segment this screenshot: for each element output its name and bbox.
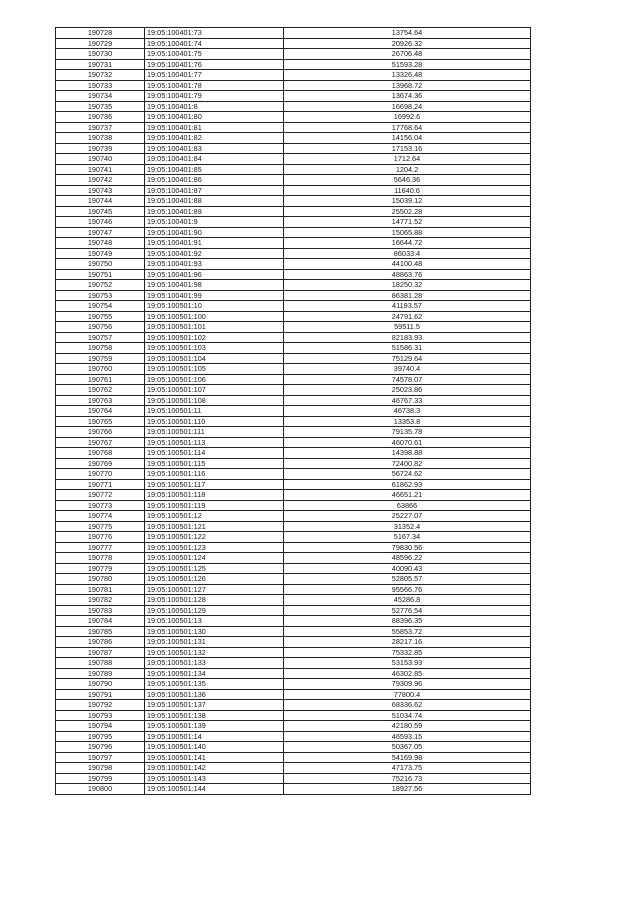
cadastral-number-cell: 19:05:100501:144: [145, 784, 284, 795]
amount-cell: 13754.64: [284, 28, 531, 39]
cadastral-number-cell: 19:05:100501:12: [145, 511, 284, 522]
amount-cell: 17153.16: [284, 143, 531, 154]
amount-cell: 11640.6: [284, 185, 531, 196]
row-id-cell: 190766: [56, 427, 145, 438]
table-row: [56, 196, 531, 207]
cadastral-number-cell: 19:05:100501:113: [145, 437, 284, 448]
cadastral-number-cell: 19:05:100501:123: [145, 542, 284, 553]
cadastral-number-cell: 19:05:100401:98: [145, 280, 284, 291]
table-row: [56, 364, 531, 375]
row-id-cell: 190775: [56, 521, 145, 532]
amount-cell: 31352.4: [284, 521, 531, 532]
amount-cell: 41193.57: [284, 301, 531, 312]
amount-cell: 88396.35: [284, 616, 531, 627]
cadastral-number-cell: 19:05:100501:140: [145, 742, 284, 753]
amount-cell: 5167.34: [284, 532, 531, 543]
row-id-cell: 190733: [56, 80, 145, 91]
row-id-cell: 190793: [56, 710, 145, 721]
table-row: [56, 710, 531, 721]
amount-cell: 68336.62: [284, 700, 531, 711]
amount-cell: 47173.75: [284, 763, 531, 774]
amount-cell: 75332.85: [284, 647, 531, 658]
row-id-cell: 190738: [56, 133, 145, 144]
amount-cell: 42180.59: [284, 721, 531, 732]
row-id-cell: 190763: [56, 395, 145, 406]
table-row: [56, 217, 531, 228]
cadastral-number-cell: 19:05:100501:134: [145, 668, 284, 679]
table-row: [56, 164, 531, 175]
row-id-cell: 190788: [56, 658, 145, 669]
cadastral-number-cell: 19:05:100501:105: [145, 364, 284, 375]
amount-cell: 72400.82: [284, 458, 531, 469]
cadastral-number-cell: 19:05:100501:121: [145, 521, 284, 532]
cadastral-number-cell: 19:05:100401:93: [145, 259, 284, 270]
cadastral-number-cell: 19:05:100501:101: [145, 322, 284, 333]
amount-cell: 61862.93: [284, 479, 531, 490]
cadastral-number-cell: 19:05:100501:108: [145, 395, 284, 406]
row-id-cell: 190760: [56, 364, 145, 375]
row-id-cell: 190776: [56, 532, 145, 543]
row-id-cell: 190782: [56, 595, 145, 606]
amount-cell: 79830.56: [284, 542, 531, 553]
amount-cell: 55853.72: [284, 626, 531, 637]
amount-cell: 16698.24: [284, 101, 531, 112]
cadastral-number-cell: 19:05:100501:119: [145, 500, 284, 511]
amount-cell: 59511.5: [284, 322, 531, 333]
row-id-cell: 190792: [56, 700, 145, 711]
table-row: [56, 248, 531, 259]
row-id-cell: 190798: [56, 763, 145, 774]
row-id-cell: 190779: [56, 563, 145, 574]
table-row: [56, 385, 531, 396]
row-id-cell: 190781: [56, 584, 145, 595]
table-row: [56, 311, 531, 322]
row-id-cell: 190768: [56, 448, 145, 459]
row-id-cell: 190786: [56, 637, 145, 648]
amount-cell: 75129.64: [284, 353, 531, 364]
row-id-cell: 190769: [56, 458, 145, 469]
table-row: [56, 353, 531, 364]
amount-cell: 45286.8: [284, 595, 531, 606]
amount-cell: 14398.88: [284, 448, 531, 459]
table-row: [56, 322, 531, 333]
cadastral-number-cell: 19:05:100401:99: [145, 290, 284, 301]
amount-cell: 52776.54: [284, 605, 531, 616]
table-row: [56, 637, 531, 648]
row-id-cell: 190741: [56, 164, 145, 175]
row-id-cell: 190785: [56, 626, 145, 637]
cadastral-number-cell: 19:05:100501:11: [145, 406, 284, 417]
table-row: [56, 332, 531, 343]
row-id-cell: 190750: [56, 259, 145, 270]
amount-cell: 5646.36: [284, 175, 531, 186]
table-row: [56, 700, 531, 711]
amount-cell: 14156.04: [284, 133, 531, 144]
amount-cell: 86381.28: [284, 290, 531, 301]
row-id-cell: 190772: [56, 490, 145, 501]
row-id-cell: 190789: [56, 668, 145, 679]
cadastral-number-cell: 19:05:100401:75: [145, 49, 284, 60]
cadastral-number-cell: 19:05:100401:96: [145, 269, 284, 280]
amount-cell: 1204.2: [284, 164, 531, 175]
row-id-cell: 190795: [56, 731, 145, 742]
row-id-cell: 190731: [56, 59, 145, 70]
table-row: [56, 521, 531, 532]
amount-cell: 46767.33: [284, 395, 531, 406]
table-row: [56, 532, 531, 543]
row-id-cell: 190728: [56, 28, 145, 39]
cadastral-number-cell: 19:05:100401:79: [145, 91, 284, 102]
amount-cell: 50367.05: [284, 742, 531, 753]
amount-cell: 44100.48: [284, 259, 531, 270]
row-id-cell: 190739: [56, 143, 145, 154]
table-row: [56, 154, 531, 165]
amount-cell: 46593.15: [284, 731, 531, 742]
table-row: [56, 112, 531, 123]
amount-cell: 79135.78: [284, 427, 531, 438]
table-row: [56, 290, 531, 301]
table-row: [56, 101, 531, 112]
row-id-cell: 190742: [56, 175, 145, 186]
row-id-cell: 190790: [56, 679, 145, 690]
amount-cell: 16992.6: [284, 112, 531, 123]
row-id-cell: 190744: [56, 196, 145, 207]
row-id-cell: 190787: [56, 647, 145, 658]
cadastral-number-cell: 19:05:100401:76: [145, 59, 284, 70]
table-row: [56, 668, 531, 679]
amount-cell: 16644.72: [284, 238, 531, 249]
cadastral-number-cell: 19:05:100501:13: [145, 616, 284, 627]
cadastral-number-cell: 19:05:100501:118: [145, 490, 284, 501]
row-id-cell: 190780: [56, 574, 145, 585]
table-row: [56, 763, 531, 774]
amount-cell: 20926.32: [284, 38, 531, 49]
cadastral-number-cell: 19:05:100401:9: [145, 217, 284, 228]
row-id-cell: 190755: [56, 311, 145, 322]
row-id-cell: 190770: [56, 469, 145, 480]
cadastral-number-cell: 19:05:100501:103: [145, 343, 284, 354]
table-row: [56, 343, 531, 354]
row-id-cell: 190735: [56, 101, 145, 112]
table-row: [56, 227, 531, 238]
amount-cell: 17768.64: [284, 122, 531, 133]
cadastral-number-cell: 19:05:100401:82: [145, 133, 284, 144]
table-row: [56, 563, 531, 574]
table-row: [56, 91, 531, 102]
row-id-cell: 190729: [56, 38, 145, 49]
table-row: [56, 658, 531, 669]
cadastral-number-cell: 19:05:100501:122: [145, 532, 284, 543]
row-id-cell: 190784: [56, 616, 145, 627]
amount-cell: 13674.36: [284, 91, 531, 102]
cadastral-number-cell: 19:05:100401:8: [145, 101, 284, 112]
cadastral-number-cell: 19:05:100401:73: [145, 28, 284, 39]
table-row: [56, 133, 531, 144]
row-id-cell: 190783: [56, 605, 145, 616]
row-id-cell: 190754: [56, 301, 145, 312]
cadastral-number-cell: 19:05:100501:132: [145, 647, 284, 658]
amount-cell: 39740.4: [284, 364, 531, 375]
amount-cell: 51034.74: [284, 710, 531, 721]
cadastral-number-cell: 19:05:100401:83: [145, 143, 284, 154]
table-row: [56, 49, 531, 60]
cadastral-number-cell: 19:05:100501:141: [145, 752, 284, 763]
table-row: [56, 511, 531, 522]
row-id-cell: 190730: [56, 49, 145, 60]
row-id-cell: 190800: [56, 784, 145, 795]
amount-cell: 25502.28: [284, 206, 531, 217]
row-id-cell: 190748: [56, 238, 145, 249]
table-row: [56, 689, 531, 700]
amount-cell: 15039.12: [284, 196, 531, 207]
cadastral-number-cell: 19:05:100501:114: [145, 448, 284, 459]
table-row: [56, 406, 531, 417]
table-row: [56, 584, 531, 595]
cadastral-number-cell: 19:05:100401:91: [145, 238, 284, 249]
table-row: [56, 553, 531, 564]
table-row: [56, 175, 531, 186]
cadastral-number-cell: 19:05:100501:137: [145, 700, 284, 711]
row-id-cell: 190797: [56, 752, 145, 763]
row-id-cell: 190751: [56, 269, 145, 280]
table-row: [56, 280, 531, 291]
table-row: [56, 80, 531, 91]
amount-cell: 48863.76: [284, 269, 531, 280]
cadastral-number-cell: 19:05:100401:86: [145, 175, 284, 186]
cadastral-number-cell: 19:05:100401:81: [145, 122, 284, 133]
amount-cell: 95566.76: [284, 584, 531, 595]
amount-cell: 46302.85: [284, 668, 531, 679]
cadastral-number-cell: 19:05:100501:130: [145, 626, 284, 637]
table-row: [56, 542, 531, 553]
row-id-cell: 190773: [56, 500, 145, 511]
table-row: [56, 742, 531, 753]
row-id-cell: 190743: [56, 185, 145, 196]
cadastral-number-cell: 19:05:100501:115: [145, 458, 284, 469]
table-row: [56, 479, 531, 490]
cadastral-number-cell: 19:05:100501:135: [145, 679, 284, 690]
cadastral-number-cell: 19:05:100501:14: [145, 731, 284, 742]
cadastral-number-cell: 19:05:100501:125: [145, 563, 284, 574]
row-id-cell: 190777: [56, 542, 145, 553]
row-id-cell: 190747: [56, 227, 145, 238]
row-id-cell: 190778: [56, 553, 145, 564]
amount-cell: 26706.48: [284, 49, 531, 60]
amount-cell: 74578.07: [284, 374, 531, 385]
table-row: [56, 143, 531, 154]
cadastral-number-cell: 19:05:100501:116: [145, 469, 284, 480]
table-row: [56, 301, 531, 312]
row-id-cell: 190767: [56, 437, 145, 448]
amount-cell: 13968.72: [284, 80, 531, 91]
amount-cell: 52805.57: [284, 574, 531, 585]
table-row: [56, 469, 531, 480]
amount-cell: 77800.4: [284, 689, 531, 700]
amount-cell: 46070.61: [284, 437, 531, 448]
cadastral-number-cell: 19:05:100501:117: [145, 479, 284, 490]
amount-cell: 1712.64: [284, 154, 531, 165]
row-id-cell: 190746: [56, 217, 145, 228]
cadastral-number-cell: 19:05:100501:136: [145, 689, 284, 700]
amount-cell: 53153.93: [284, 658, 531, 669]
amount-cell: 25227.07: [284, 511, 531, 522]
table-row: [56, 259, 531, 270]
cadastral-number-cell: 19:05:100401:87: [145, 185, 284, 196]
table-row: [56, 448, 531, 459]
cadastral-number-cell: 19:05:100501:143: [145, 773, 284, 784]
row-id-cell: 190757: [56, 332, 145, 343]
table-row: [56, 374, 531, 385]
amount-cell: 13353.8: [284, 416, 531, 427]
table-body: [56, 28, 531, 795]
table-row: [56, 70, 531, 81]
cadastral-number-cell: 19:05:100501:133: [145, 658, 284, 669]
amount-cell: 54169.98: [284, 752, 531, 763]
table-row: [56, 427, 531, 438]
table-row: [56, 731, 531, 742]
table-row: [56, 773, 531, 784]
row-id-cell: 190734: [56, 91, 145, 102]
amount-cell: 13326.48: [284, 70, 531, 81]
row-id-cell: 190756: [56, 322, 145, 333]
row-id-cell: 190764: [56, 406, 145, 417]
amount-cell: 51593.28: [284, 59, 531, 70]
table-row: [56, 395, 531, 406]
row-id-cell: 190774: [56, 511, 145, 522]
table-row: [56, 605, 531, 616]
cadastral-number-cell: 19:05:100501:142: [145, 763, 284, 774]
table-row: [56, 122, 531, 133]
amount-cell: 24791.62: [284, 311, 531, 322]
table-row: [56, 574, 531, 585]
table-row: [56, 416, 531, 427]
row-id-cell: 190752: [56, 280, 145, 291]
table-row: [56, 490, 531, 501]
cadastral-number-cell: 19:05:100401:88: [145, 196, 284, 207]
table-row: [56, 616, 531, 627]
amount-cell: 25023.86: [284, 385, 531, 396]
amount-cell: 51586.31: [284, 343, 531, 354]
amount-cell: 15065.88: [284, 227, 531, 238]
amount-cell: 82183.93: [284, 332, 531, 343]
amount-cell: 48596.22: [284, 553, 531, 564]
row-id-cell: 190753: [56, 290, 145, 301]
data-table: [55, 27, 531, 795]
table-row: [56, 752, 531, 763]
cadastral-number-cell: 19:05:100501:100: [145, 311, 284, 322]
row-id-cell: 190791: [56, 689, 145, 700]
table-row: [56, 458, 531, 469]
table-row: [56, 626, 531, 637]
amount-cell: 18250.32: [284, 280, 531, 291]
cadastral-number-cell: 19:05:100501:110: [145, 416, 284, 427]
cadastral-number-cell: 19:05:100401:77: [145, 70, 284, 81]
cadastral-number-cell: 19:05:100501:107: [145, 385, 284, 396]
row-id-cell: 190758: [56, 343, 145, 354]
row-id-cell: 190796: [56, 742, 145, 753]
row-id-cell: 190794: [56, 721, 145, 732]
cadastral-number-cell: 19:05:100501:126: [145, 574, 284, 585]
amount-cell: 46651.21: [284, 490, 531, 501]
amount-cell: 56724.62: [284, 469, 531, 480]
table-row: [56, 28, 531, 39]
table-row: [56, 38, 531, 49]
table-row: [56, 679, 531, 690]
table-row: [56, 647, 531, 658]
amount-cell: 75216.73: [284, 773, 531, 784]
table-row: [56, 185, 531, 196]
amount-cell: 40090.43: [284, 563, 531, 574]
table-row: [56, 721, 531, 732]
row-id-cell: 190737: [56, 122, 145, 133]
row-id-cell: 190759: [56, 353, 145, 364]
cadastral-number-cell: 19:05:100401:78: [145, 80, 284, 91]
amount-cell: 63866: [284, 500, 531, 511]
cadastral-number-cell: 19:05:100501:128: [145, 595, 284, 606]
table-row: [56, 59, 531, 70]
table-row: [56, 238, 531, 249]
cadastral-number-cell: 19:05:100501:104: [145, 353, 284, 364]
cadastral-number-cell: 19:05:100401:84: [145, 154, 284, 165]
cadastral-number-cell: 19:05:100501:138: [145, 710, 284, 721]
row-id-cell: 190771: [56, 479, 145, 490]
amount-cell: 14771.52: [284, 217, 531, 228]
table-row: [56, 595, 531, 606]
amount-cell: 79309.96: [284, 679, 531, 690]
row-id-cell: 190761: [56, 374, 145, 385]
row-id-cell: 190749: [56, 248, 145, 259]
cadastral-number-cell: 19:05:100401:85: [145, 164, 284, 175]
cadastral-number-cell: 19:05:100501:129: [145, 605, 284, 616]
cadastral-number-cell: 19:05:100501:10: [145, 301, 284, 312]
cadastral-number-cell: 19:05:100501:131: [145, 637, 284, 648]
cadastral-number-cell: 19:05:100501:127: [145, 584, 284, 595]
amount-cell: 46738.3: [284, 406, 531, 417]
cadastral-number-cell: 19:05:100501:106: [145, 374, 284, 385]
amount-cell: 86033.4: [284, 248, 531, 259]
row-id-cell: 190745: [56, 206, 145, 217]
cadastral-number-cell: 19:05:100401:80: [145, 112, 284, 123]
cadastral-number-cell: 19:05:100501:102: [145, 332, 284, 343]
cadastral-number-cell: 19:05:100401:74: [145, 38, 284, 49]
row-id-cell: 190799: [56, 773, 145, 784]
row-id-cell: 190740: [56, 154, 145, 165]
cadastral-number-cell: 19:05:100401:90: [145, 227, 284, 238]
row-id-cell: 190762: [56, 385, 145, 396]
amount-cell: 18927.56: [284, 784, 531, 795]
table-row: [56, 437, 531, 448]
table-row: [56, 206, 531, 217]
cadastral-number-cell: 19:05:100501:124: [145, 553, 284, 564]
table-row: [56, 269, 531, 280]
table-row: [56, 500, 531, 511]
amount-cell: 28217.16: [284, 637, 531, 648]
table-row: [56, 784, 531, 795]
cadastral-number-cell: 19:05:100401:89: [145, 206, 284, 217]
row-id-cell: 190765: [56, 416, 145, 427]
cadastral-number-cell: 19:05:100501:139: [145, 721, 284, 732]
cadastral-number-cell: 19:05:100401:92: [145, 248, 284, 259]
row-id-cell: 190732: [56, 70, 145, 81]
cadastral-number-cell: 19:05:100501:111: [145, 427, 284, 438]
row-id-cell: 190736: [56, 112, 145, 123]
